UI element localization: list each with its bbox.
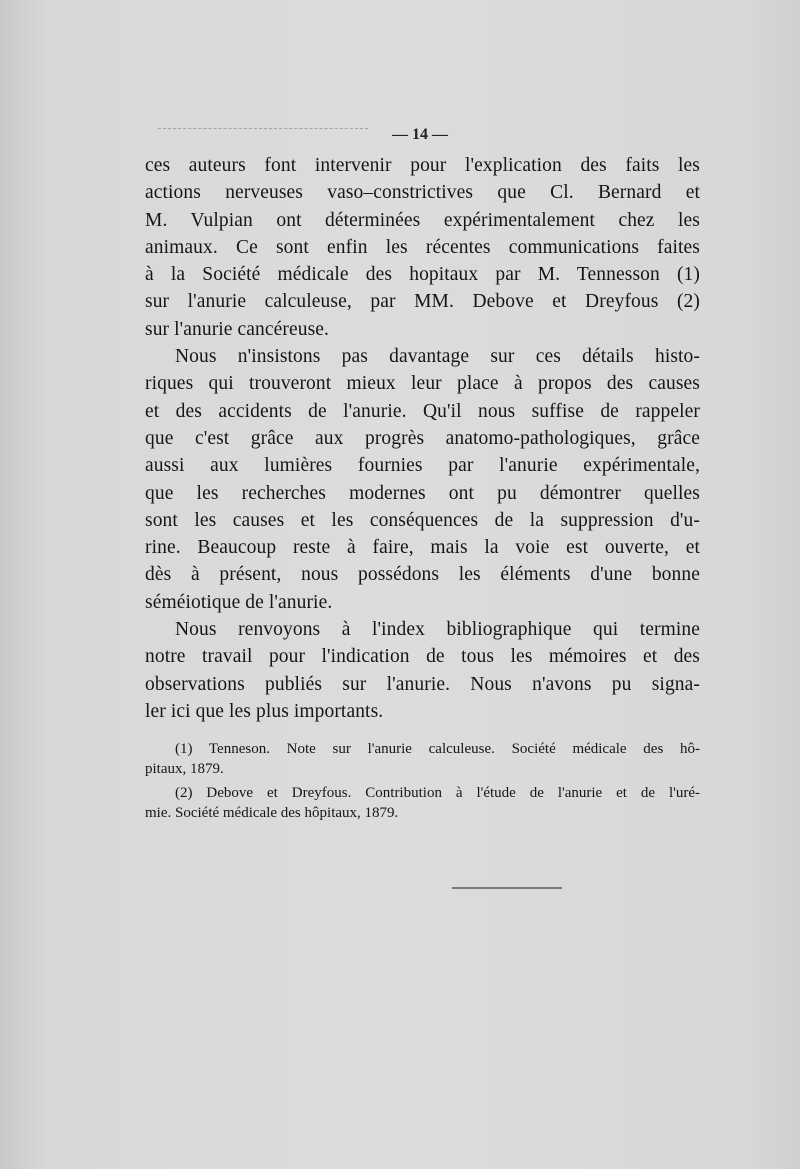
page-number: — 14 — <box>392 126 448 143</box>
text-line: que les recherches modernes ont pu démontrer quelles <box>145 482 700 504</box>
text-line: aussi aux lumières fournies par l'anurie expérimentale, <box>145 455 700 477</box>
text-line: animaux. Ce sont enfin les récentes communications faites <box>145 236 700 258</box>
footnote-line: (1) Tenneson. Note sur l'anurie calculeuse. Société médicale des hô- <box>175 741 700 757</box>
text-line: notre travail pour l'indication de tous les mémoires et des <box>145 646 700 668</box>
footnote-line: (2) Debove et Dreyfous. Contribution à l'étude de l'anurie et de l'uré- <box>175 785 700 801</box>
footnote-1 <box>145 740 700 779</box>
text-line: M. Vulpian ont déterminées expérimentalement chez les <box>145 209 700 231</box>
text-line: et des accidents de l'anurie. Qu'il nous suffise de rappeler <box>145 400 700 422</box>
text-line: ler ici que les plus importants. <box>145 700 384 722</box>
footnote-line: pitaux, 1879. <box>145 760 224 777</box>
text-line: Nous n'insistons pas davantage sur ces détails histo- <box>175 346 700 368</box>
paragraph-3 <box>145 616 700 725</box>
text-line: Nous renvoyons à l'index bibliographique qui termine <box>175 619 700 641</box>
text-line: séméiotique de l'anurie. <box>145 591 333 613</box>
footnotes <box>145 740 700 828</box>
paragraph-2 <box>145 343 700 616</box>
text-line: que c'est grâce aux progrès anatomo-pathologiques, grâce <box>145 427 700 449</box>
body-text <box>145 152 700 725</box>
text-line: ces auteurs font intervenir pour l'explication des faits les <box>145 155 700 176</box>
text-line: sont les causes et les conséquences de la suppression d'u- <box>145 509 700 531</box>
footnote-2 <box>145 784 700 823</box>
text-line: rine. Beaucoup reste à faire, mais la voie est ouverte, et <box>145 537 700 559</box>
text-line: sur l'anurie cancéreuse. <box>145 318 330 340</box>
text-line: à la Société médicale des hopitaux par M. Tennesson (1) <box>145 264 700 286</box>
paragraph-1 <box>145 152 700 343</box>
text-line: actions nerveuses vaso–constrictives que Cl. Bernard et <box>145 182 700 204</box>
header-rule <box>158 128 368 129</box>
footnote-line: mie. Société médicale des hôpitaux, 1879. <box>145 804 399 821</box>
text-line: dès à présent, nous possédons les éléments d'une bonne <box>145 564 700 586</box>
text-line: observations publiés sur l'anurie. Nous n'avons pu signa- <box>145 673 700 695</box>
text-line: sur l'anurie calculeuse, par MM. Debove et Dreyfous (2) <box>145 291 700 313</box>
text-line: riques qui trouveront mieux leur place à propos des causes <box>145 373 700 395</box>
footer-rule <box>452 887 562 889</box>
